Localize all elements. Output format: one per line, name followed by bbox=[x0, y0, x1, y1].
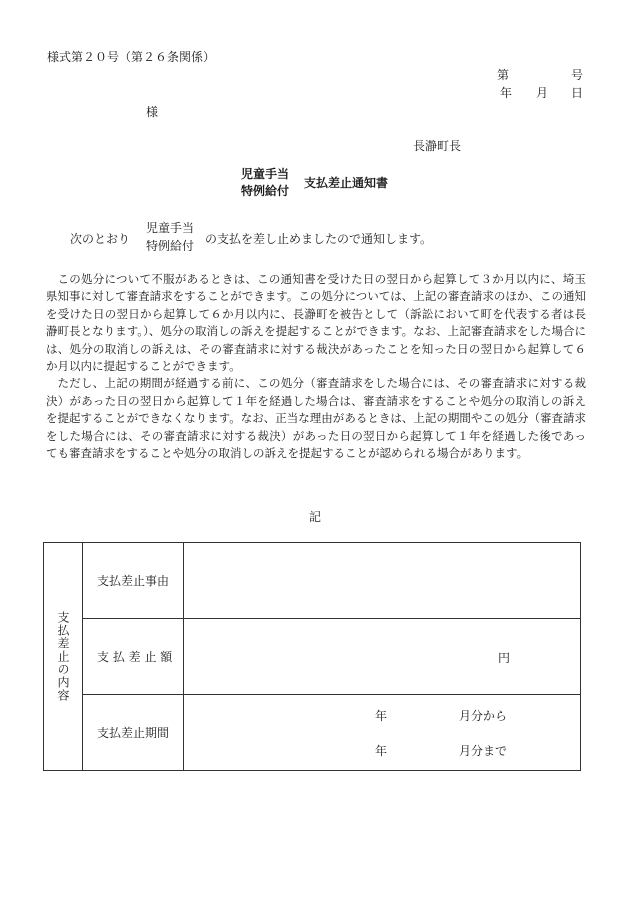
intro-prefix: 次のとおり bbox=[70, 232, 131, 246]
document-number-suffix: 号 bbox=[571, 68, 584, 82]
appeal-notice-text bbox=[46, 271, 586, 462]
period-value-cell[interactable] bbox=[184, 695, 581, 771]
period-end-month: 月分まで bbox=[459, 744, 508, 758]
group-label-cell bbox=[44, 543, 83, 771]
amount-value-cell[interactable] bbox=[184, 619, 581, 695]
title-kind-child-allowance: 児童手当 bbox=[241, 167, 290, 181]
period-label: 支払差止期間 bbox=[83, 695, 184, 771]
intro-suffix: の支払を差し止めましたので通知します。 bbox=[205, 232, 433, 246]
amount-label: 支 払 差 止 額 bbox=[83, 619, 184, 695]
intro-benefit-kinds bbox=[146, 219, 194, 255]
intro-kind-special-benefit: 特例給付 bbox=[146, 239, 195, 253]
period-start-month: 月分から bbox=[459, 709, 508, 723]
form-number: 様式第２０号（第２６条関係） bbox=[47, 50, 216, 64]
addressee-suffix: 様 bbox=[146, 105, 159, 119]
title-benefit-kinds bbox=[241, 166, 289, 200]
appeal-paragraph-2: ただし、上記の期間が経過する前に、この処分（審査請求をした場合には、その審査請求に対する裁決）があった日の翌日から起算して１年を経過した場合は、審査請求をすることや処分の取消しの訴えを提起することができなくなります。なお、正当な理由があるときは、上記の期間やこの処分（審査請求をした場合には、その審査請求に対する裁決）があった日の翌日から起算して１年を経過した後であっても審査請求をすることや処分の取消しの訴えを提起することが認められる場合があります。 bbox=[46, 376, 586, 461]
intro-kind-child-allowance: 児童手当 bbox=[146, 221, 195, 235]
appeal-paragraph-1: この処分について不服があるときは、この通知書を受けた日の翌日から起算して３か月以内に、埼玉県知事に対して審査請求をすることができます。この処分については、上記の審査請求のほか、この通知を受けた日の翌日から起算して６か月以内に、長瀞町を被告として（訴訟において町を代表する者は長瀞町長となります。）、処分の取消しの訴えを提起することができます。なお、上記審査請求をした場合には、処分の取消しの訴えは、その審査請求に対する裁決があったことを知った日の翌日から起算して６か月以内に提起することができます。 bbox=[46, 272, 586, 374]
period-start-year: 年 bbox=[375, 709, 388, 723]
suspension-details-table bbox=[43, 542, 581, 771]
ki-heading: 記 bbox=[309, 510, 322, 524]
reason-value-cell[interactable] bbox=[184, 543, 581, 619]
date-year-label: 年 bbox=[500, 86, 513, 100]
date-day-label: 日 bbox=[571, 86, 584, 100]
amount-unit: 円 bbox=[498, 651, 511, 665]
document-title: 支払差止通知書 bbox=[304, 176, 389, 190]
group-label: 支払差止の内容 bbox=[56, 611, 70, 702]
period-end-year: 年 bbox=[375, 744, 388, 758]
date-month-label: 月 bbox=[536, 86, 549, 100]
title-kind-special-benefit: 特例給付 bbox=[241, 184, 290, 198]
sender-name: 長瀞町長 bbox=[413, 139, 462, 153]
reason-label: 支払差止事由 bbox=[83, 543, 184, 619]
document-number-label: 第 bbox=[497, 68, 510, 82]
